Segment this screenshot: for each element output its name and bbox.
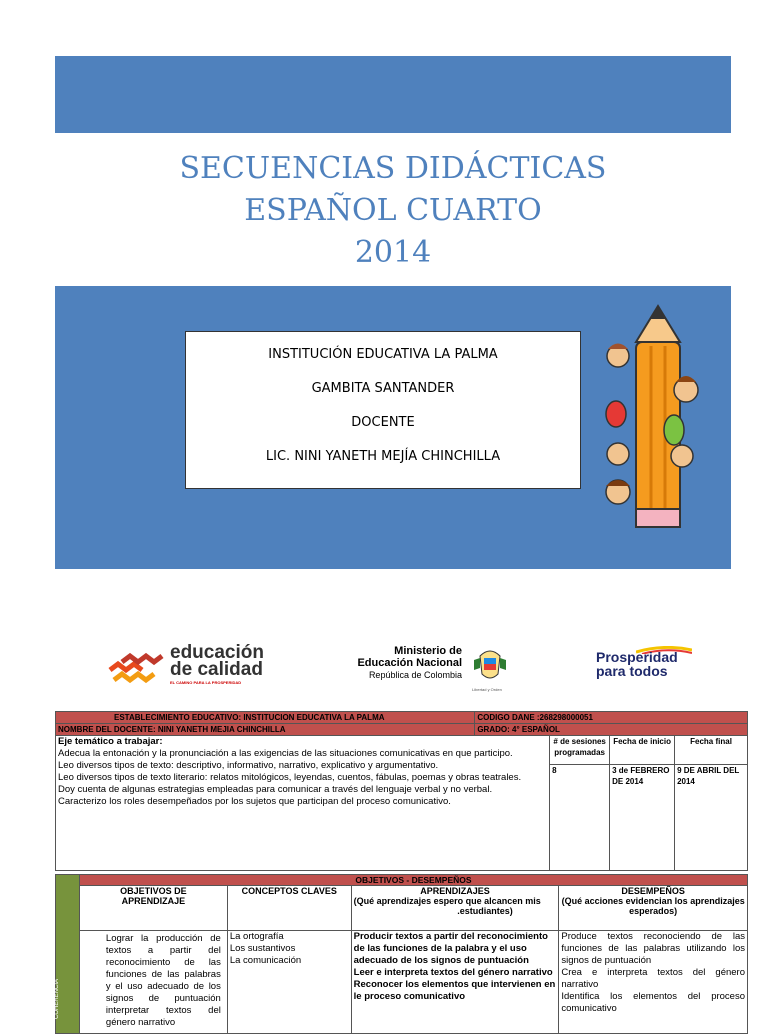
- aprendizajes-subheader: (Qué aprendizajes espero que alcancen mis: [353, 896, 541, 906]
- para-todos-text: para todos: [596, 663, 668, 679]
- ministerio-line-1: Ministerio de: [394, 645, 462, 657]
- aprendizajes-subheader-2: .estudiantes): [457, 906, 513, 916]
- educacion-chevrons-icon: [108, 650, 168, 684]
- page-title: [55, 148, 731, 274]
- grado-cell: GRADO: 4° ESPAÑOL: [475, 724, 748, 736]
- ministerio-line-3: República de Colombia: [368, 670, 462, 680]
- fecha-inicio-value: 3 de FEBRERO DE 2014: [610, 765, 675, 871]
- logo-strip: [0, 636, 768, 692]
- aprendizaje-item: Leer e interpreta textos del género narrativo: [353, 967, 553, 978]
- eje-row: [56, 736, 748, 765]
- colombia-coat-of-arms-icon: [472, 646, 508, 686]
- eje-item: Leo diversos tipos de texto literario: relatos mitológicos, leyendas, cuentos, fábulas, poemas y obras teatrales.: [58, 772, 522, 783]
- objetivos-cell: Lograr la producción de textos a partir del reconocimiento de las funciones de las palabras y el uso adecuado de los signos de puntuación interpretar textos del género narrativo: [79, 931, 227, 1034]
- sesiones-value: 8: [550, 765, 610, 871]
- info-table: [55, 711, 748, 871]
- desempeno-item: Identifica los elementos del proceso comunicativo: [561, 991, 745, 1014]
- institution-location: GAMBITA SANTANDER: [311, 381, 455, 396]
- aprendizajes-header: APRENDIZAJES: [420, 886, 490, 896]
- codigo-dane-cell: CODIGO DANE :268298000051: [475, 712, 748, 724]
- objetivos-header: OBJETIVOS DE APRENDIZAJE: [79, 886, 227, 931]
- aprendizaje-item: Reconocer los elementos que intervienen en le proceso comunicativo: [353, 979, 556, 1002]
- objectives-body-row: [56, 931, 748, 1034]
- prosperidad-text: Prosperidad: [596, 649, 678, 665]
- title-line-1: SECUENCIAS DIDÁCTICAS: [179, 151, 607, 186]
- teacher-role: DOCENTE: [351, 415, 415, 430]
- establecimiento-cell: ESTABLECIMIENTO EDUCATIVO: INSTITUCION EDUCATIVA LA PALMA: [56, 712, 475, 724]
- objectives-band-row: [56, 875, 748, 886]
- concepto-item: La comunicación: [229, 955, 302, 966]
- institution-name: INSTITUCIÓN EDUCATIVA LA PALMA: [268, 347, 498, 362]
- fecha-final-header: Fecha final: [675, 736, 748, 765]
- de-calidad-text: de calidad: [170, 659, 263, 680]
- title-line-3: 2014: [354, 235, 432, 270]
- info-header-row-1: [56, 712, 748, 724]
- objectives-header-row: [56, 886, 748, 931]
- educacion-de-calidad-logo: [108, 644, 273, 684]
- eje-tematico-cell: [56, 736, 550, 871]
- ministerio-logo: [344, 646, 524, 690]
- fecha-final-value: 9 DE ABRIL DEL 2014: [675, 765, 748, 871]
- coherencia-label: COHERENCIA: [54, 978, 60, 1019]
- objetivos-desempenos-band: OBJETIVOS - DESEMPEÑOS: [79, 875, 747, 886]
- institution-info-box: [185, 331, 581, 489]
- aprendizajes-cell: [351, 931, 559, 1034]
- eje-item: Adecua la entonación y la pronunciación a las exigencias de las situaciones comunicativas en que participo.: [58, 748, 513, 759]
- eje-item: Doy cuenta de algunas estrategias empleadas para comunicar a través del lenguaje verbal y no verbal.: [58, 784, 493, 795]
- concepto-item: La ortografía: [229, 931, 284, 942]
- desempenos-cell: [559, 931, 748, 1034]
- title-line-2: ESPAÑOL CUARTO: [244, 193, 542, 228]
- eje-item: Caracterizo los roles desempeñados por los sujetos que participan del proceso comunicativo.: [58, 796, 451, 807]
- desempenos-header-cell: [559, 886, 748, 931]
- sesiones-header: # de sesiones programadas: [550, 736, 610, 765]
- desempeno-item: Produce textos reconociendo de las funciones de las palabras utilizando los signos de puntuación: [561, 931, 745, 966]
- ministerio-line-2: Educación Nacional: [357, 657, 462, 669]
- info-header-row-2: [56, 724, 748, 736]
- fecha-inicio-header: Fecha de inicio: [610, 736, 675, 765]
- aprendizaje-item: Producir textos a partir del reconocimiento de las funciones de la palabra y el uso adecuado de los signos de puntuación: [353, 931, 548, 966]
- desempenos-header: DESEMPEÑOS: [621, 886, 685, 896]
- docente-cell: NOMBRE DEL DOCENTE: NINI YANETH MEJIA CHINCHILLA: [56, 724, 475, 736]
- pencil-children-illustration: [596, 304, 720, 540]
- objectives-table: [55, 874, 748, 1034]
- eje-item: Leo diversos tipos de texto: descriptivo, informativo, narrativo, explicativo y argumentativo.: [58, 760, 439, 771]
- eje-label: Eje temático a trabajar:: [58, 736, 163, 747]
- desempenos-subheader: (Qué acciones evidencian los aprendizajes esperados): [561, 896, 745, 916]
- educacion-text: educación: [170, 642, 264, 663]
- top-blue-band: [55, 56, 731, 133]
- teacher-name: LIC. NINI YANETH MEJÍA CHINCHILLA: [265, 449, 501, 464]
- aprendizajes-header-cell: [351, 886, 559, 931]
- coherencia-side-bar: [56, 875, 80, 1034]
- educacion-tagline: EL CAMINO PARA LA PROSPERIDAD: [170, 680, 242, 685]
- conceptos-header: CONCEPTOS CLAVES: [227, 886, 351, 931]
- ministerio-motto: Libertad y Orden: [472, 687, 502, 692]
- conceptos-cell: [227, 931, 351, 1034]
- desempeno-item: Crea e interpreta textos del género narrativo: [561, 967, 745, 990]
- concepto-item: Los sustantivos: [229, 943, 296, 954]
- prosperidad-logo: [596, 646, 696, 686]
